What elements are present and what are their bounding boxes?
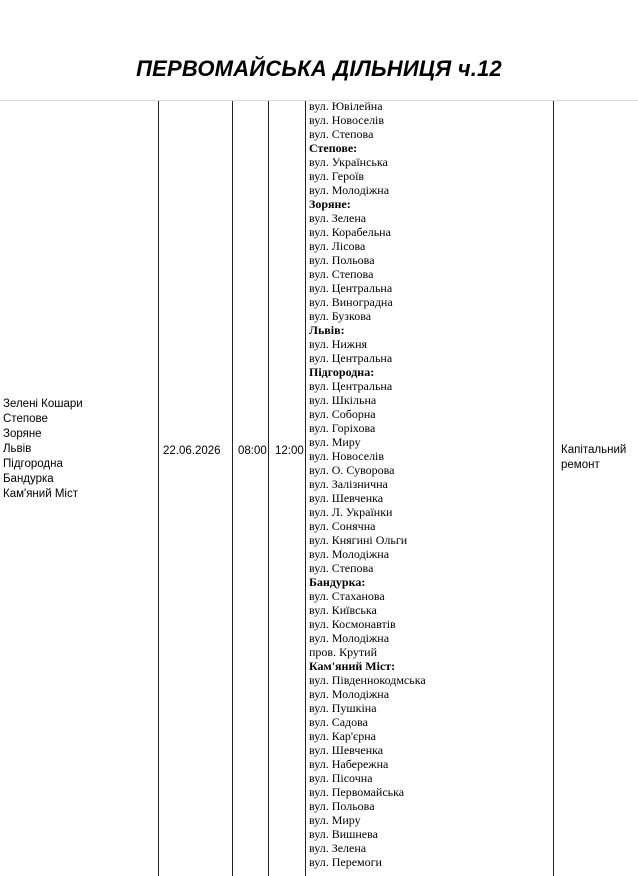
street-item: вул. Лісова: [309, 239, 366, 253]
street-item: вул. О. Суворова: [309, 463, 395, 477]
street-item: вул. Набережна: [309, 757, 389, 771]
street-item: вул. Миру: [309, 813, 361, 827]
street-item: вул. Вишнева: [309, 827, 378, 841]
street-item: вул. Новоселів: [309, 113, 385, 127]
street-item: вул. Молодіжна: [309, 687, 390, 701]
street-item: вул. Соборна: [309, 407, 376, 421]
settlement-heading: Степове:: [309, 141, 358, 155]
street-item: вул. Миру: [309, 435, 361, 449]
street-item: вул. Корабельна: [309, 225, 391, 239]
street-item: вул. Південнокодмська: [309, 673, 426, 687]
street-item: вул. Перемоги: [309, 855, 382, 869]
street-item: вул. Зелена: [309, 211, 367, 225]
column-divider: [232, 101, 233, 876]
settlement-heading: Бандурка:: [309, 575, 366, 589]
street-item: вул. Пісочна: [309, 771, 373, 785]
settlement-heading: Підгородна:: [309, 365, 375, 379]
settlement-heading: Зоряне:: [309, 197, 351, 211]
settlement-name: Бандурка: [3, 473, 54, 485]
street-item: вул. Центральна: [309, 281, 393, 295]
street-item: вул. Шевченка: [309, 491, 384, 505]
street-item: вул. Київська: [309, 603, 377, 617]
page-title: ПЕРВОМАЙСЬКА ДІЛЬНИЦЯ ч.12: [136, 56, 502, 81]
settlement-name: Кам'яний Міст: [3, 488, 78, 500]
street-item: вул. Сонячна: [309, 519, 376, 533]
settlement-name: Зелені Кошари: [3, 398, 83, 410]
street-item: вул. Пушкіна: [309, 701, 377, 715]
street-item: вул. Степова: [309, 267, 374, 281]
street-item: вул. Шкільна: [309, 393, 377, 407]
street-item: вул. Героїв: [309, 169, 365, 183]
street-item: вул. Первомайська: [309, 785, 405, 799]
column-divider: [158, 101, 159, 876]
streets-cell: [309, 99, 549, 869]
street-item: вул. Молодіжна: [309, 183, 390, 197]
street-item: вул. Молодіжна: [309, 547, 390, 561]
street-item: вул. Українська: [309, 155, 388, 169]
reason-cell: Капітальний ремонт: [561, 444, 627, 471]
street-item: вул. Садова: [309, 715, 368, 729]
street-item: пров. Крутий: [309, 645, 378, 659]
settlement-name: Зоряне: [3, 428, 42, 440]
street-item: вул. Нижня: [309, 337, 368, 351]
street-item: вул. Шевченка: [309, 743, 384, 757]
street-item: вул. Молодіжна: [309, 631, 390, 645]
settlement-name: Степове: [3, 413, 48, 425]
start-time-cell: 08:00: [238, 445, 267, 457]
street-item: вул. Ювілейна: [309, 99, 383, 113]
street-item: вул. Центральна: [309, 379, 393, 393]
street-item: вул. Новоселів: [309, 449, 385, 463]
settlement-name: Львів: [3, 443, 32, 455]
street-item: вул. Центральна: [309, 351, 393, 365]
column-divider: [268, 101, 269, 876]
street-item: вул. Польова: [309, 799, 375, 813]
street-item: вул. Зелена: [309, 841, 367, 855]
street-item: вул. Степова: [309, 127, 374, 141]
end-time-cell: 12:00: [275, 445, 304, 457]
column-divider: [305, 101, 306, 876]
street-item: вул. Стаханова: [309, 589, 385, 603]
outage-table: [0, 100, 638, 876]
date-cell: 22.06.2026: [163, 445, 221, 457]
street-item: вул. Залізнична: [309, 477, 388, 491]
settlements-cell: [3, 397, 83, 502]
street-item: вул. Бузкова: [309, 309, 372, 323]
street-item: вул. Степова: [309, 561, 374, 575]
settlement-name: Підгородна: [3, 458, 63, 470]
street-item: вул. Княгині Ольги: [309, 533, 408, 547]
column-divider: [553, 101, 554, 876]
street-item: вул. Л. Українки: [309, 505, 393, 519]
street-item: вул. Виноградна: [309, 295, 393, 309]
settlement-heading: Львів:: [309, 323, 345, 337]
street-item: вул. Космонавтів: [309, 617, 396, 631]
street-item: вул. Горіхова: [309, 421, 376, 435]
street-item: вул. Польова: [309, 253, 375, 267]
settlement-heading: Кам'яний Міст:: [309, 659, 396, 673]
street-item: вул. Кар'єрна: [309, 729, 376, 743]
